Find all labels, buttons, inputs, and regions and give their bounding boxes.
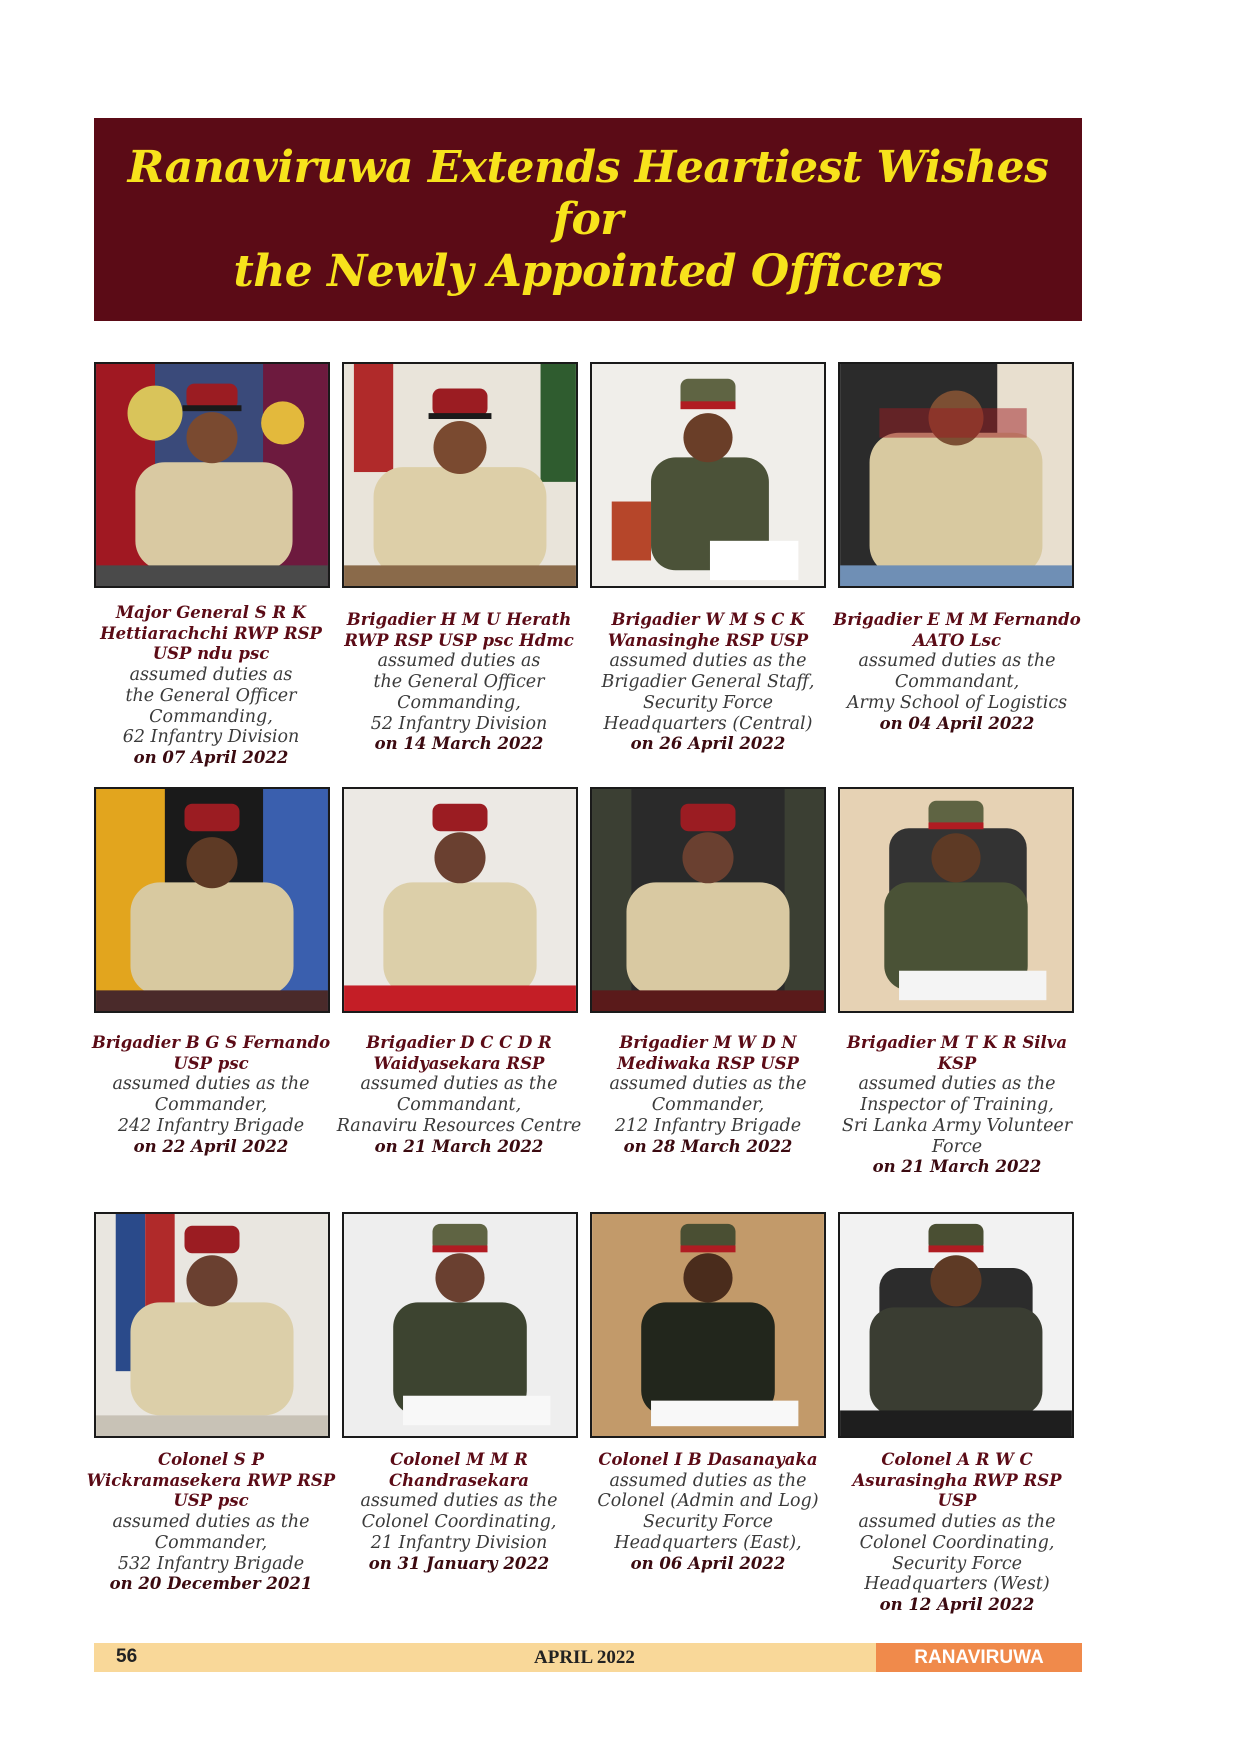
officer-duty: assumed duties as the Colonel (Admin and Log) Security Force Headquarters (East), [597,1470,819,1553]
banner-title-line-2: the Newly Appointed Officers [233,245,943,297]
officer-caption-7 [583,1033,833,1157]
officer-photo-8 [838,787,1074,1013]
officer-duty: assumed duties as the General Officer Commanding, 62 Infantry Division [122,665,300,748]
officer-portrait-image [592,1214,824,1436]
officer-photo-1 [94,362,330,588]
officer-photo-10 [342,1212,578,1438]
officer-name: Colonel S P Wickramasekera RWP RSP USP psc [86,1450,336,1511]
officer-caption-5 [86,1033,336,1157]
officer-portrait-image [96,1214,328,1436]
officer-duty: assumed duties as the Commandant, Army School of Logistics [846,651,1068,713]
officer-duty: assumed duties as the Commandant, Ranaviru Resources Centre [336,1074,582,1136]
officer-duty: assumed duties as the General Officer Commanding, 52 Infantry Division [370,651,548,734]
officer-date: on 04 April 2022 [879,713,1035,733]
page-banner [94,118,1082,321]
officer-caption-12 [832,1450,1082,1616]
magazine-brand: RANAVIRUWA [876,1643,1082,1672]
officer-caption-11 [583,1450,833,1574]
officer-date: on 21 March 2022 [872,1157,1042,1177]
officer-name: Brigadier E M M Fernando AATO Lsc [833,610,1081,650]
officer-photo-5 [94,787,330,1013]
officer-date: on 28 March 2022 [623,1136,793,1156]
officer-name: Colonel I B Dasanayaka [598,1450,818,1469]
officer-photo-11 [590,1212,826,1438]
officer-date: on 12 April 2022 [879,1594,1035,1614]
officer-name: Brigadier W M S C K Wanasinghe RSP USP [607,610,809,650]
officer-duty: assumed duties as the Commander, 532 Infantry Brigade [112,1512,310,1574]
officer-portrait-image [344,364,576,586]
officer-photo-4 [838,362,1074,588]
officer-name: Colonel M M R Chandrasekara [388,1450,530,1490]
officer-duty: assumed duties as the Commander, 212 Infantry Brigade [609,1074,807,1136]
officer-date: on 14 March 2022 [374,734,544,754]
officer-photo-3 [590,362,826,588]
officer-photo-12 [838,1212,1074,1438]
officer-portrait-image [592,789,824,1011]
officer-duty: assumed duties as the Brigadier General Staff, Security Force Headquarters (Central) [601,651,815,734]
officer-caption-4 [832,610,1082,734]
officer-caption-2 [334,610,584,755]
officer-caption-1 [86,603,336,769]
officer-caption-10 [334,1450,584,1574]
officer-caption-6 [334,1033,584,1157]
officer-name: Brigadier B G S Fernando USP psc [91,1033,331,1073]
officer-date: on 22 April 2022 [133,1136,289,1156]
officer-date: on 06 April 2022 [630,1553,786,1573]
officer-date: on 21 March 2022 [374,1136,544,1156]
officer-photo-9 [94,1212,330,1438]
officer-caption-3 [583,610,833,755]
officer-date: on 20 December 2021 [109,1574,313,1594]
officer-portrait-image [592,364,824,586]
officer-duty: assumed duties as the Colonel Coordinating, Security Force Headquarters (West) [858,1512,1056,1595]
officer-portrait-image [840,364,1072,586]
officer-duty: assumed duties as the Inspector of Training, Sri Lanka Army Volunteer Force [841,1074,1073,1157]
officer-name: Brigadier M T K R Silva KSP [846,1033,1068,1073]
page-footer [94,1643,1082,1672]
officer-portrait-image [840,1214,1072,1436]
banner-title-line-1: Ranaviruwa Extends Heartiest Wishes for [127,141,1049,245]
officer-name: Major General S R K Hettiarachchi RWP RSP USP ndu psc [100,603,322,664]
issue-date: APRIL 2022 [534,1647,635,1668]
officer-portrait-image [96,789,328,1011]
officer-name: Brigadier H M U Herath RWP RSP USP psc Hdmc [344,610,574,650]
officer-caption-8 [832,1033,1082,1178]
officer-portrait-image [96,364,328,586]
officer-date: on 26 April 2022 [630,734,786,754]
officer-duty: assumed duties as the Colonel Coordinating, 21 Infantry Division [360,1491,558,1553]
officer-name: Brigadier D C C D R Waidyasekara RSP [366,1033,552,1073]
officer-portrait-image [840,789,1072,1011]
officer-date: on 31 January 2022 [368,1553,550,1573]
officer-duty: assumed duties as the Commander, 242 Infantry Brigade [112,1074,310,1136]
officer-photo-2 [342,362,578,588]
officer-photo-7 [590,787,826,1013]
officer-photo-6 [342,787,578,1013]
officer-caption-9 [86,1450,336,1595]
officer-portrait-image [344,1214,576,1436]
officer-date: on 07 April 2022 [133,747,289,767]
officer-name: Colonel A R W C Asurasingha RWP RSP USP [852,1450,1062,1511]
officer-portrait-image [344,789,576,1011]
officer-name: Brigadier M W D N Mediwaka RSP USP [617,1033,799,1073]
page-number: 56 [116,1646,138,1667]
